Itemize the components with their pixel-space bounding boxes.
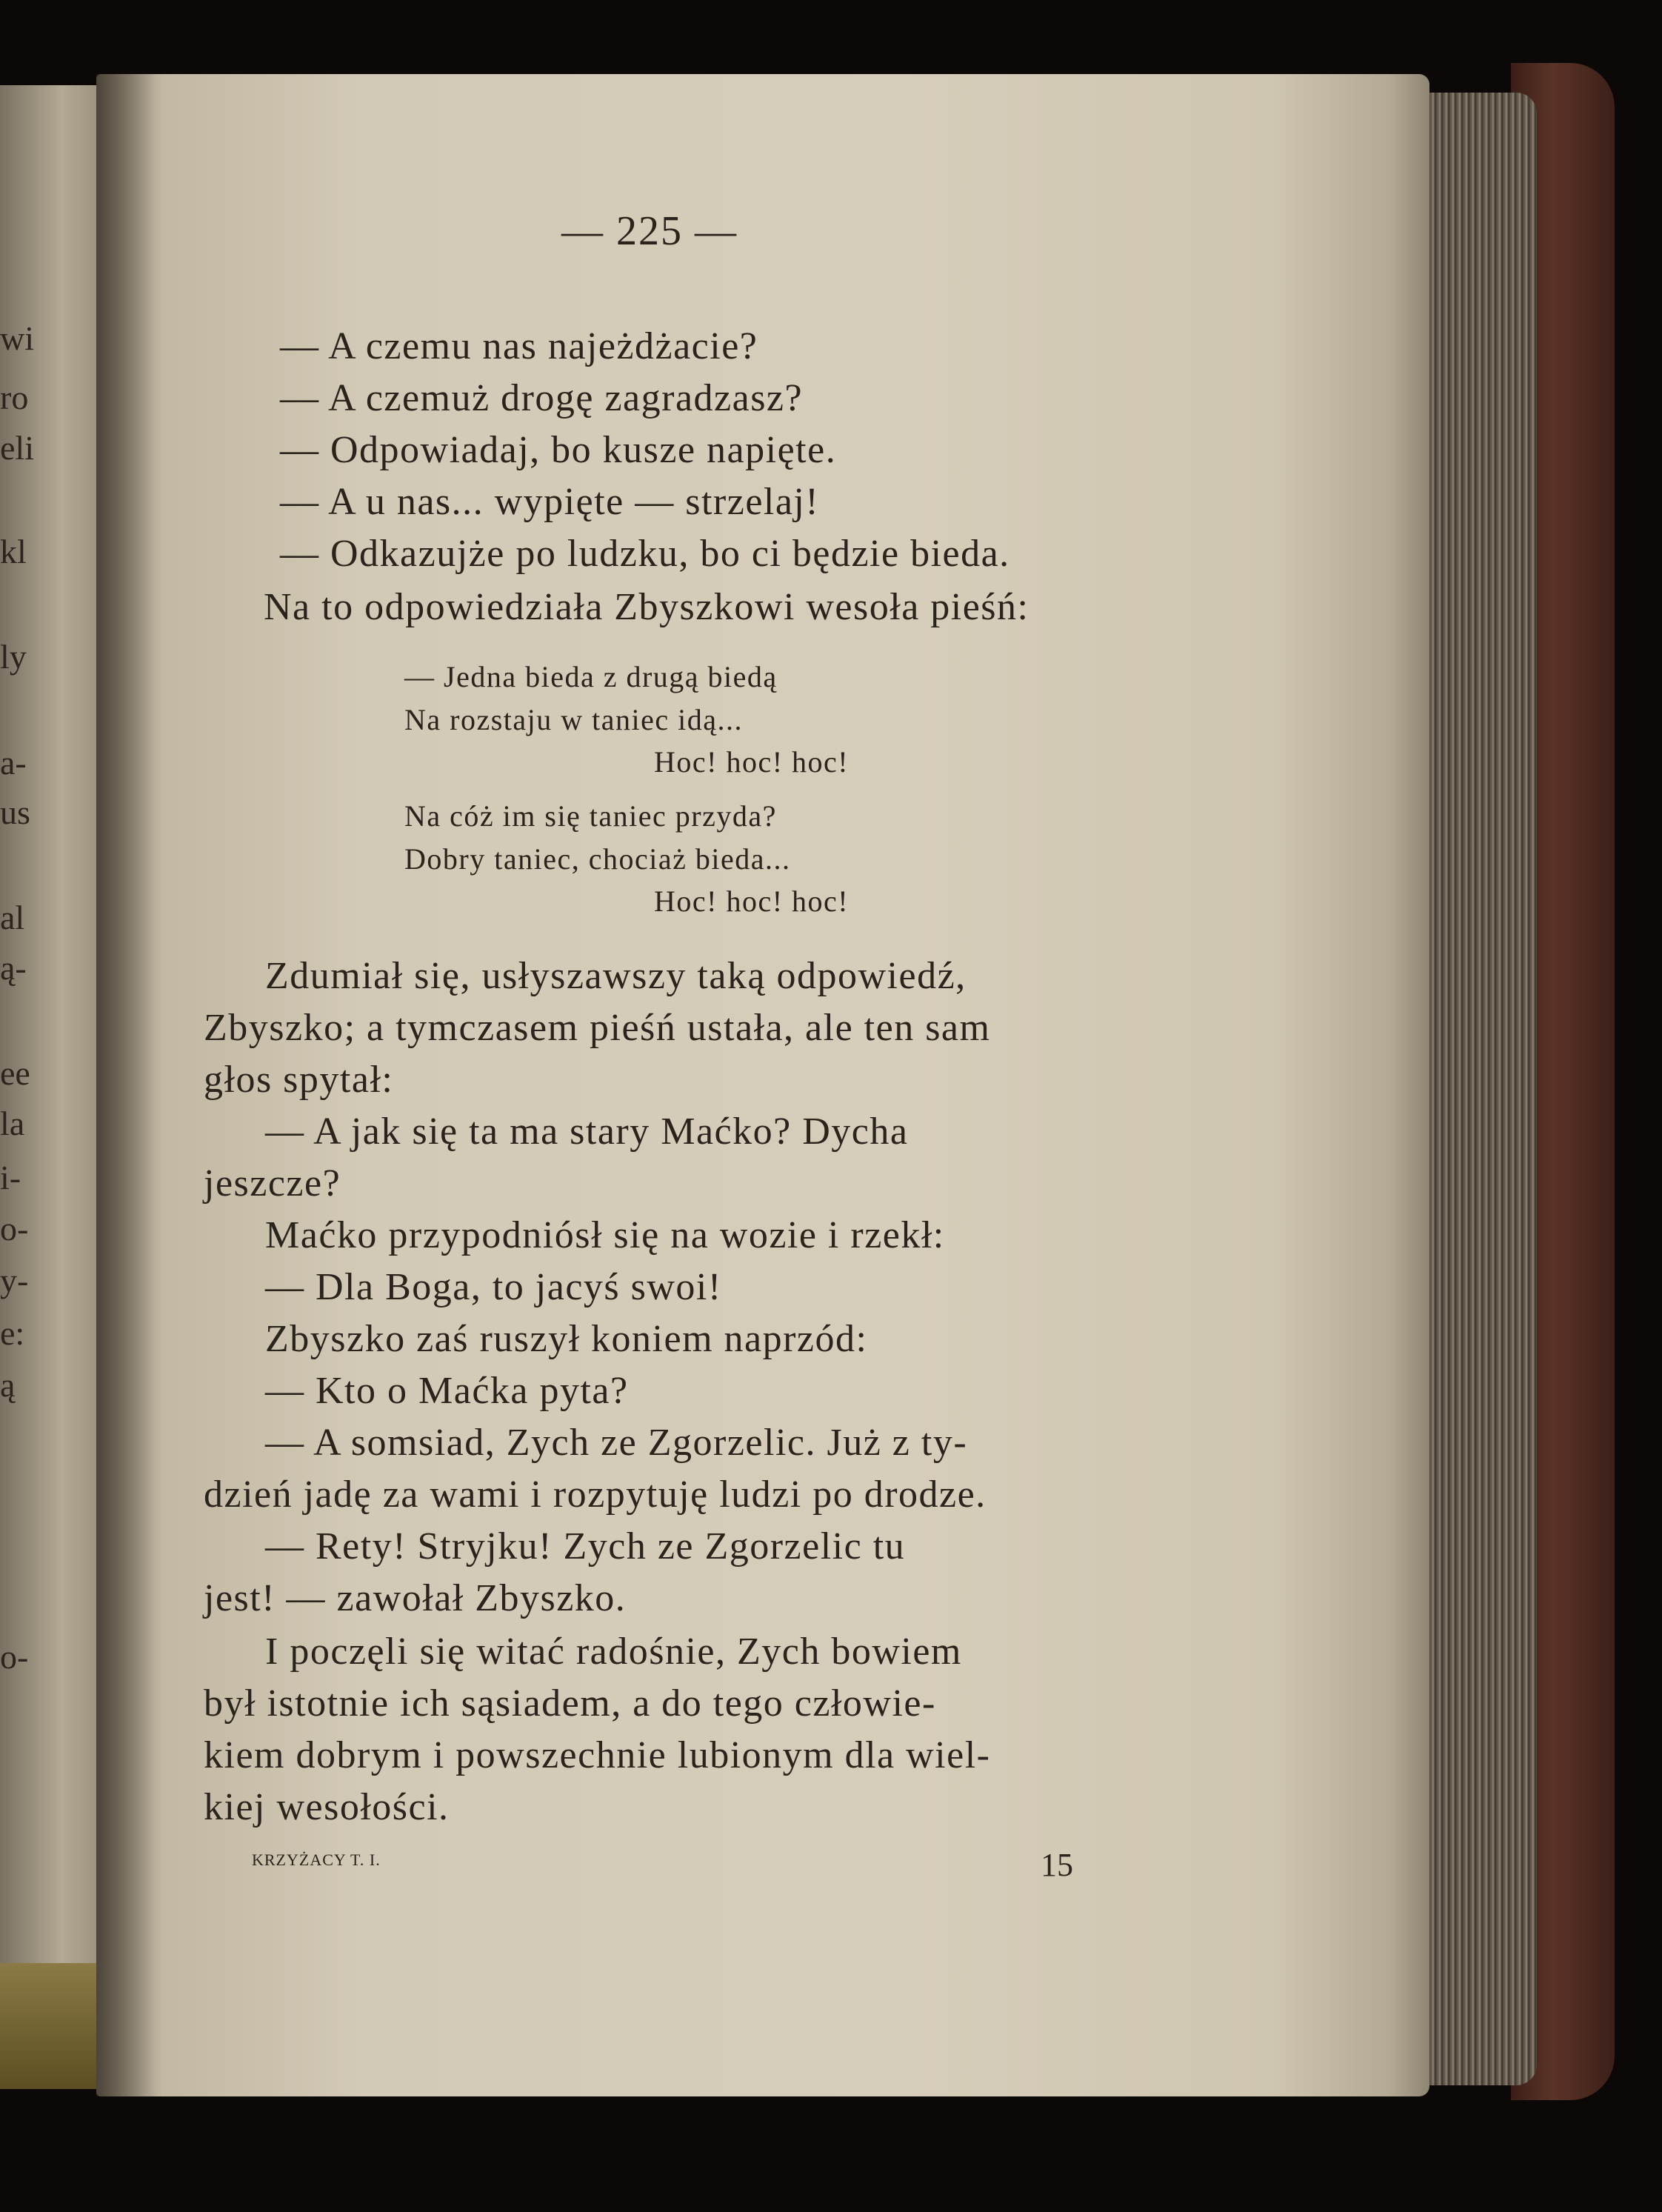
text-line: jeszcze?: [204, 1162, 341, 1205]
left-page-fragment: al: [0, 899, 25, 936]
left-page-fragment: ee: [0, 1054, 30, 1092]
left-page-fragment: la: [0, 1105, 25, 1142]
left-page-fragment: o-: [0, 1638, 29, 1676]
signature-mark: KRZYŻACY T. I.: [252, 1850, 381, 1869]
text-line: jest! — zawołał Zbyszko.: [204, 1577, 627, 1619]
left-page-fragment: y-: [0, 1262, 29, 1299]
text-line: był istotnie ich sąsiadem, a do tego człowie-: [204, 1682, 936, 1725]
verse-line: — Jedna bieda z drugą biedą: [404, 660, 778, 693]
text-line: — Odkazujże po ludzku, bo ci będzie bieda.: [280, 533, 1010, 575]
left-page-fragment: ly: [0, 638, 27, 676]
verse-line: Na cóż im się taniec przyda?: [404, 799, 777, 833]
text-line: dzień jadę za wami i rozpytuję ludzi po drodze.: [204, 1473, 987, 1516]
left-page-fragment: ą: [0, 1366, 16, 1404]
text-line: głos spytał:: [204, 1059, 394, 1101]
text-line: — Dla Boga, to jacyś swoi!: [265, 1266, 722, 1308]
text-line: Maćko przypodniósł się na wozie i rzekł:: [265, 1214, 945, 1256]
text-line: — A czemuż drogę zagradzasz?: [280, 377, 804, 419]
left-page-edge: [0, 1963, 111, 2089]
text-line: — A jak się ta ma stary Maćko? Dycha: [265, 1110, 909, 1153]
text-line: — A u nas... wypięte — strzelaj!: [280, 481, 820, 523]
text-line: — Kto o Maćka pyta?: [265, 1370, 629, 1412]
text-line: kiem dobrym i powszechnie lubionym dla wiel-: [204, 1734, 991, 1776]
verse-refrain: Hoc! hoc! hoc!: [654, 885, 850, 918]
verse-line: Na rozstaju w taniec idą...: [404, 703, 744, 736]
left-page-fragment: ro: [0, 379, 29, 416]
text-line: — A czemu nas najeżdżacie?: [280, 325, 758, 367]
text-line: I poczęli się witać radośnie, Zych bowiem: [265, 1630, 962, 1673]
text-line: Zbyszko; a tymczasem pieśń ustała, ale ten sam: [204, 1007, 991, 1049]
text-line: — A somsiad, Zych ze Zgorzelic. Już z ty-: [265, 1422, 968, 1464]
signature-number: 15: [1041, 1847, 1073, 1883]
left-page-fragment: ą-: [0, 949, 27, 987]
left-page-fragment: o-: [0, 1210, 29, 1247]
left-page-fragment: wi: [0, 319, 34, 357]
page-edges: [1411, 93, 1537, 2085]
text-line: — Odpowiadaj, bo kusze napięte.: [280, 429, 837, 471]
verse-refrain: Hoc! hoc! hoc!: [654, 745, 850, 779]
text-line: — Rety! Stryjku! Zych ze Zgorzelic tu: [265, 1525, 906, 1568]
gutter-shadow: [96, 74, 156, 2096]
left-page-fragment: i-: [0, 1159, 21, 1196]
text-line: kiej wesołości.: [204, 1786, 450, 1828]
verse-line: Dobry taniec, chociaż bieda...: [404, 842, 791, 876]
left-page-fragment: eli: [0, 429, 34, 467]
page-number: — 225 —: [561, 208, 738, 254]
left-page-fragment: e:: [0, 1314, 25, 1352]
left-page-fragment: a-: [0, 744, 27, 782]
text-line: Zbyszko zaś ruszył koniem naprzód:: [265, 1318, 868, 1360]
left-page-fragment: kl: [0, 533, 27, 570]
text-line: Zdumiał się, usłyszawszy taką odpowiedź,: [265, 955, 967, 997]
left-page-fragment: us: [0, 793, 30, 831]
text-line: Na to odpowiedziała Zbyszkowi wesoła pieśń:: [264, 586, 1029, 628]
